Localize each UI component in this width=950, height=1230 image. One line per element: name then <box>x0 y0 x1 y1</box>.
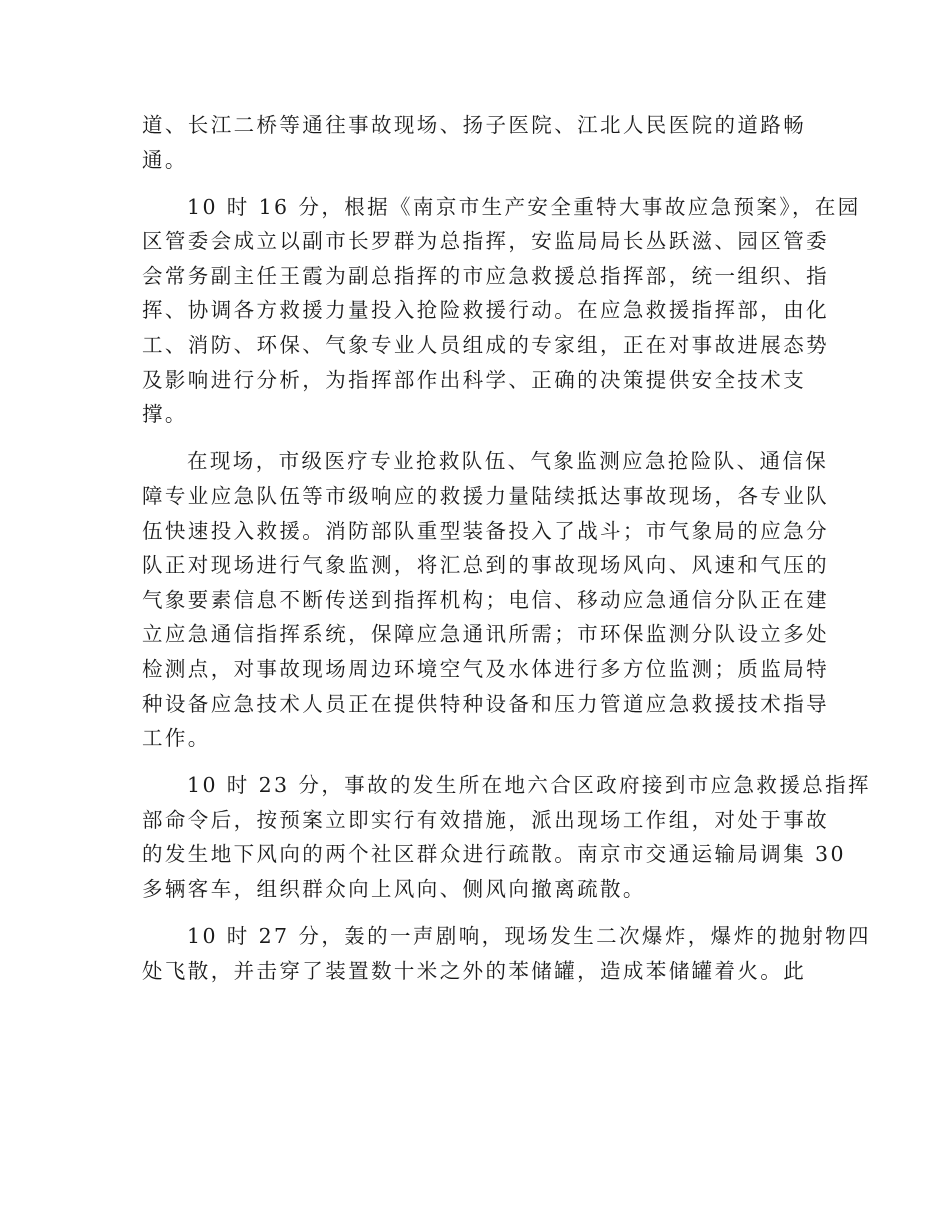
document-body <box>142 108 871 1001</box>
paragraph-2 <box>142 190 861 432</box>
text-line: 10 时 27 分，轰的一声剧响，现场发生二次爆炸，爆炸的抛射物四 <box>187 924 871 949</box>
paragraph-4 <box>142 768 871 906</box>
text-line: 气象要素信息不断传送到指挥机构；电信、移动应急通信分队正在建 <box>142 587 829 612</box>
text-line: 检测点，对事故现场周边环境空气及水体进行多方位监测；质监局特 <box>142 656 829 681</box>
text-line: 处飞散，并击穿了装置数十米之外的苯储罐，造成苯储罐着火。此 <box>142 958 807 983</box>
text-line: 会常务副主任王霞为副总指挥的市应急救援总指挥部，统一组织、指 <box>142 263 829 288</box>
text-line: 撑。 <box>142 402 188 427</box>
text-line: 种设备应急技术人员正在提供特种设备和压力管道应急救援技术指导 <box>142 691 829 716</box>
text-line: 部命令后，按预案立即实行有效措施，派出现场工作组，对处于事故 <box>142 807 829 832</box>
text-line: 障专业应急队伍等市级响应的救援力量陆续抵达事故现场，各专业队 <box>142 483 829 508</box>
text-line: 区管委会成立以副市长罗群为总指挥，安监局局长丛跃滋、园区管委 <box>142 229 829 254</box>
text-line: 伍快速投入救援。消防部队重型装备投入了战斗；市气象局的应急分 <box>142 518 829 543</box>
text-line: 道、长江二桥等通往事故现场、扬子医院、江北人民医院的道路畅 <box>142 113 807 137</box>
text-line: 在现场，市级医疗专业抢救队伍、气象监测应急抢险队、通信保 <box>187 449 829 474</box>
text-line: 的发生地下风向的两个社区群众进行疏散。南京市交通运输局调集 30 <box>142 842 846 867</box>
paragraph-5 <box>142 919 871 988</box>
text-line: 工、消防、环保、气象专业人员组成的专家组，正在对事故进展态势 <box>142 333 829 358</box>
paragraph-3 <box>142 444 829 755</box>
text-line: 工作。 <box>142 726 211 751</box>
text-line: 10 时 16 分，根据《南京市生产安全重特大事故应急预案》，在园 <box>187 194 861 219</box>
text-line: 队正对现场进行气象监测，将汇总到的事故现场风向、风速和气压的 <box>142 553 829 578</box>
text-line: 10 时 23 分，事故的发生所在地六合区政府接到市应急救援总指挥 <box>187 773 871 798</box>
text-line: 立应急通信指挥系统，保障应急通讯所需；市环保监测分队设立多处 <box>142 622 829 647</box>
text-line: 通。 <box>142 147 188 172</box>
paragraph-1 <box>142 108 807 177</box>
text-line: 多辆客车，组织群众向上风向、侧风向撤离疏散。 <box>142 876 646 901</box>
text-line: 及影响进行分析，为指挥部作出科学、正确的决策提供安全技术支 <box>142 367 807 392</box>
text-line: 挥、协调各方救援力量投入抢险救援行动。在应急救援指挥部，由化 <box>142 298 829 323</box>
